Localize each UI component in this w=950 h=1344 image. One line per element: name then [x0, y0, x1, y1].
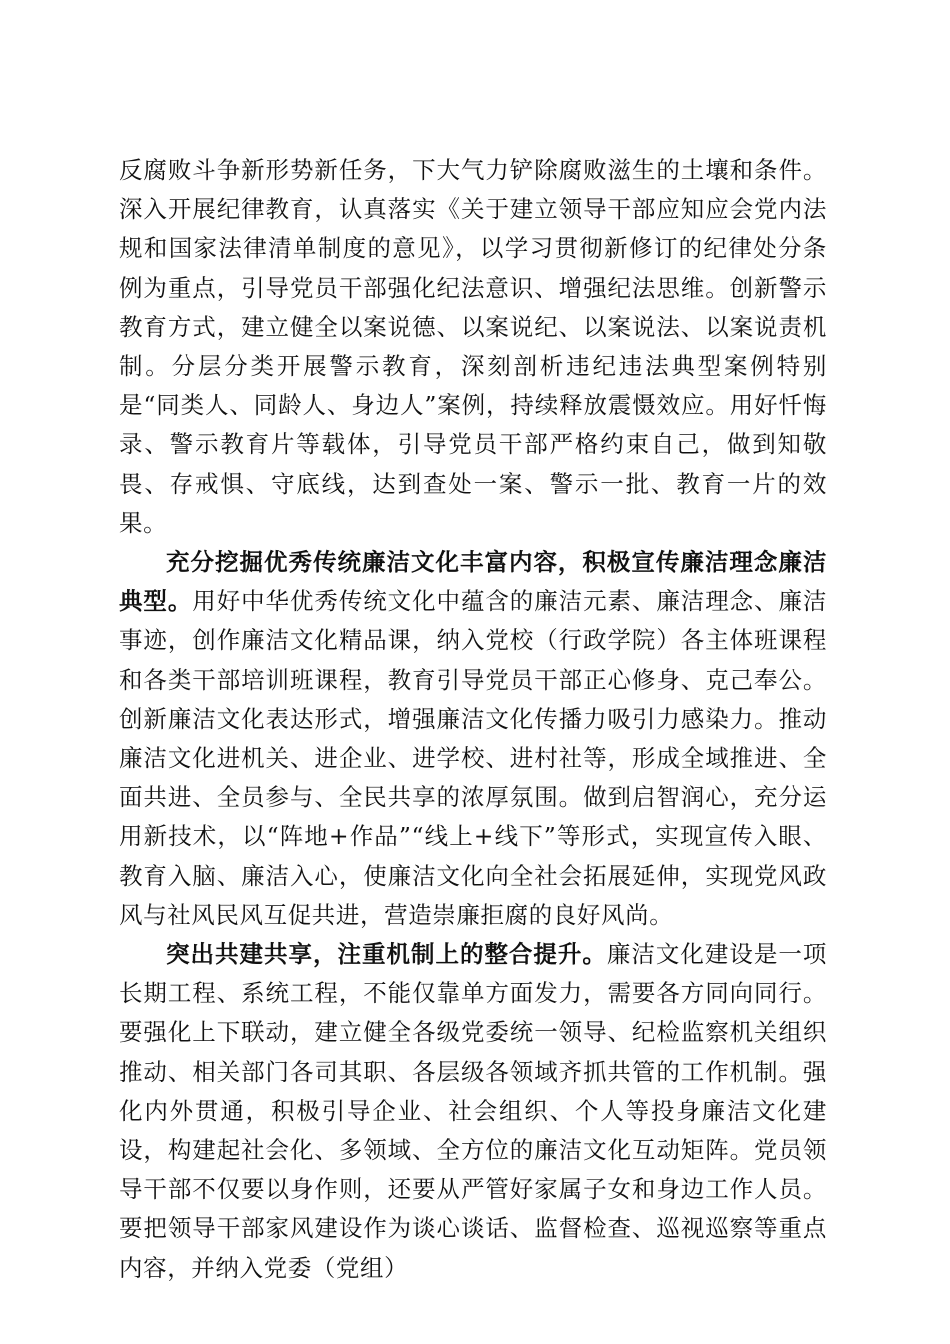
- paragraph-2-heading: 充分挖掘优秀传统廉洁文化丰富内容，积极宣传廉洁理念廉洁典型。: [119, 548, 827, 616]
- paragraph-1-text: 反腐败斗争新形势新任务，下大气力铲除腐败滋生的土壤和条件。深入开展纪律教育，认真落实《关于建立领导干部应知应会党内法规和国家法律清单制度的意见》，以学习贯彻新修订的纪律处分条例为重点，引导党员干部强化纪法意识、增强纪法思维。创新警示教育方式，建立健全以案说德、以案说纪、以案说法、以案说责机制。分层分类开展警示教育，深刻剖析违纪违法典型案例特别是“同类人、同龄人、身边人”案例，持续释放震慑效应。用好忏悔录、警示教育片等载体，引导党员干部严格约束自己，做到知敬畏、存戒惧、守底线，达到查处一案、警示一批、教育一片的效果。: [119, 156, 827, 537]
- paragraph-2-text: 用好中华优秀传统文化中蕴含的廉洁元素、廉洁理念、廉洁事迹，创作廉洁文化精品课，纳入党校（行政学院）各主体班课程和各类干部培训班课程，教育引导党员干部正心修身、克己奉公。创新廉洁文化表达形式，增强廉洁文化传播力吸引力感染力。推动廉洁文化进机关、进企业、进学校、进村社等，形成全域推进、全面共进、全员参与、全民共享的浓厚氛围。做到启智润心，充分运用新技术，以“阵地+作品”“线上+线下”等形式，实现宣传入眼、教育入脑、廉洁入心，使廉洁文化向全社会拓展延伸，实现党风政风与社风民风互促共进，营造崇廉拒腐的良好风尚。: [119, 587, 827, 929]
- document-body: [119, 151, 827, 1288]
- paragraph-3-text: 廉洁文化建设是一项长期工程、系统工程，不能仅靠单方面发力，需要各方同向同行。要强化上下联动，建立健全各级党委统一领导、纪检监察机关组织推动、相关部门各司其职、各层级各领域齐抓共管的工作机制。强化内外贯通，积极引导企业、社会组织、个人等投身廉洁文化建设，构建起社会化、多领域、全方位的廉洁文化互动矩阵。党员领导干部不仅要以身作则，还要从严管好家属子女和身边工作人员。要把领导干部家风建设作为谈心谈话、监督检查、巡视巡察等重点内容，并纳入党委（党组）: [119, 940, 827, 1282]
- paragraph-1: [119, 151, 827, 543]
- paragraph-3-heading: 突出共建共享，注重机制上的整合提升。: [166, 940, 607, 969]
- paragraph-2: [119, 543, 827, 935]
- paragraph-3: [119, 935, 827, 1288]
